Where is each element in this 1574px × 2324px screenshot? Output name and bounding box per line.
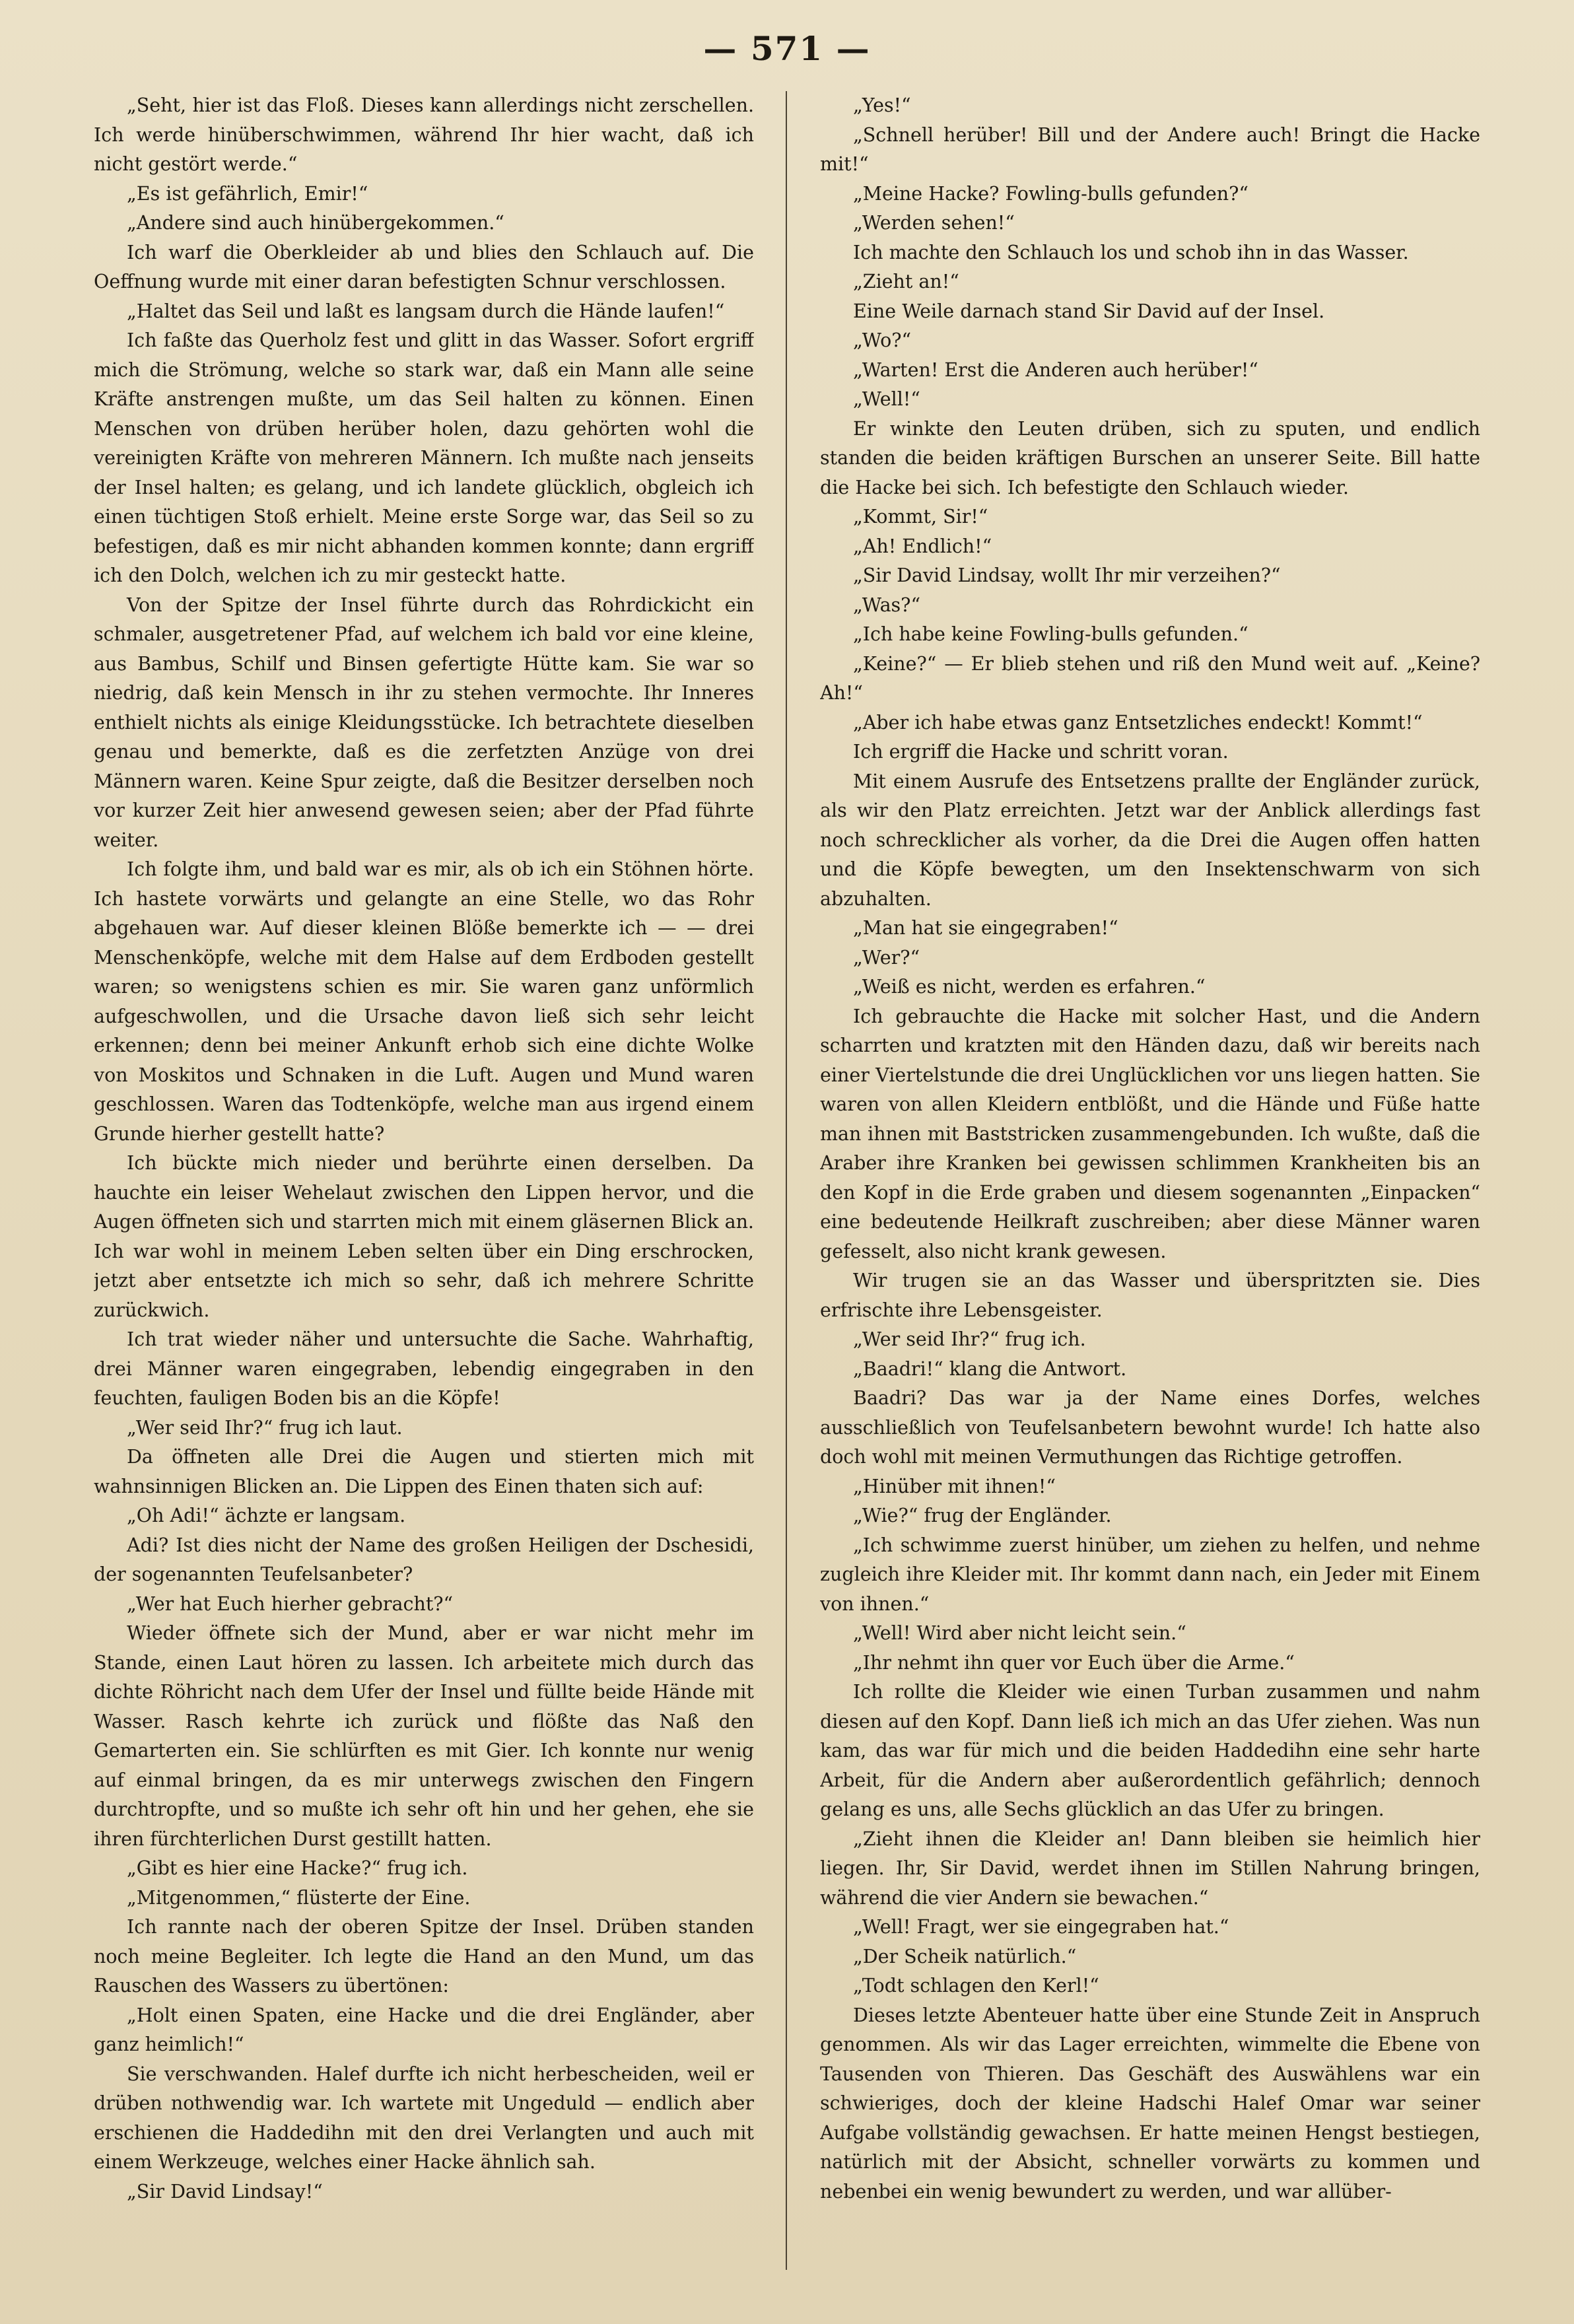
paragraph: „Baadri!“ klang die Antwort. [853, 1357, 1127, 1380]
paragraph: „Ihr nehmt ihn quer vor Euch über die Arme.“ [853, 1651, 1295, 1674]
paragraph: Ich rollte die Kleider wie einen Turban zusammen und nahm diesen auf den Kopf. Dann ließ ich mich an das Ufer ziehen. Was nun kam, das war für mich und die beiden Haddedihn eine sehr harte Arbeit, für die Andern aber außerordentlich gefährlich; dennoch gelang es uns, alle Sechs glücklich an das Ufer zu bringen. [820, 1681, 1480, 1820]
paragraph: „Well!“ [853, 388, 920, 410]
paragraph: „Haltet das Seil und laßt es langsam durch die Hände laufen!“ [127, 300, 725, 322]
paragraph: „Werden sehen!“ [853, 212, 1015, 234]
paragraph: „Warten! Erst die Anderen auch herüber!“ [853, 359, 1258, 381]
paragraph: „Seht, hier ist das Floß. Dieses kann allerdings nicht zerschellen. Ich werde hinüberschwimmen, während Ihr hier wacht, daß ich nicht gestört werde.“ [94, 94, 754, 175]
paragraph: „Schnell herüber! Bill und der Andere auch! Bringt die Hacke mit!“ [820, 123, 1480, 175]
paragraph: „Gibt es hier eine Hacke?“ frug ich. [127, 1857, 468, 1879]
paragraph: „Hinüber mit ihnen!“ [853, 1475, 1056, 1497]
paragraph: „Ich schwimme zuerst hinüber, um ziehen zu helfen, und nehme zugleich ihre Kleider mit. Ihr kommt dann nach, ein Jeder mit Einem von ihnen.“ [820, 1534, 1480, 1615]
paragraph: „Meine Hacke? Fowling-bulls gefunden?“ [853, 182, 1249, 205]
paragraph: Da öffneten alle Drei die Augen und stierten mich mit wahnsinnigen Blicken an. Die Lippen des Einen thaten sich auf: [94, 1446, 754, 1497]
paragraph: „Sir David Lindsay, wollt Ihr mir verzeihen?“ [853, 564, 1281, 586]
paragraph: „Wer seid Ihr?“ frug ich. [853, 1328, 1086, 1350]
paragraph: Sie verschwanden. Halef durfte ich nicht herbescheiden, weil er drüben nothwendig war. Ich wartete mit Ungeduld — endlich aber erschienen die Haddedihn mit den drei Verlangten und auch mit einem Werkzeuge, welches einer Hacke ähnlich sah. [94, 2063, 754, 2173]
paragraph: „Sir David Lindsay!“ [127, 2180, 323, 2203]
paragraph: Ich machte den Schlauch los und schob ihn in das Wasser. [853, 241, 1409, 263]
paragraph: „Todt schlagen den Kerl!“ [853, 1975, 1099, 1997]
paragraph: Er winkte den Leuten drüben, sich zu sputen, und endlich standen die beiden kräftigen Burschen an unserer Seite. Bill hatte die Hacke bei sich. Ich befestigte den Schlauch wieder. [820, 417, 1480, 498]
paragraph: „Ich habe keine Fowling-bulls gefunden.“ [853, 623, 1249, 645]
paragraph: Baadri? Das war ja der Name eines Dorfes, welches ausschließlich von Teufelsanbetern bewohnt wurde! Ich hatte also doch wohl mit meinen Vermuthungen das Richtige getroffen. [820, 1387, 1480, 1468]
paragraph: „Wie?“ frug der Engländer. [853, 1505, 1112, 1526]
paragraph: Von der Spitze der Insel führte durch das Rohrdickicht ein schmaler, ausgetretener Pfad, auf welchem ich bald vor eine kleine, aus Bambus, Schilf und Binsen gefertigte Hütte kam. Sie war so niedrig, daß kein Mensch in ihr zu stehen vermochte. Ihr Inneres enthielt nichts als einige Kleidungsstücke. Ich betrachtete dieselben genau und bemerkte, daß es die zerfetzten Anzüge von drei Männern waren. Keine Spur zeigte, daß die Besitzer derselben noch vor kurzer Zeit hier anwesend gewesen seien; aber der Pfad führte weiter. [94, 594, 754, 851]
paragraph: „Andere sind auch hinübergekommen.“ [127, 212, 504, 234]
paragraph: „Ah! Endlich!“ [853, 535, 992, 557]
left-column [94, 91, 754, 2270]
paragraph: „Der Scheik natürlich.“ [853, 1945, 1077, 1967]
paragraph: Wieder öffnete sich der Mund, aber er war nicht mehr im Stande, einen Laut hören zu lassen. Ich arbeitete mich durch das dichte Röhricht nach dem Ufer der Insel und füllte beide Hände mit Wasser. Rasch kehrte ich zurück und flößte das Naß den Gemarterten ein. Sie schlürften es mit Gier. Ich konnte nur wenig auf einmal bringen, da es mir unterwegs zwischen den Fingern durchtropfte, und so mußte ich sehr oft hin und her gehen, ehe sie ihren fürchterlichen Durst gestillt hatten. [94, 1622, 754, 1850]
paragraph: „Wer seid Ihr?“ frug ich laut. [127, 1416, 403, 1439]
paragraph: Ich faßte das Querholz fest und glitt in das Wasser. Sofort ergriff mich die Strömung, welche so stark war, daß ein Mann alle seine Kräfte anstrengen mußte, um das Seil halten zu können. Einen Menschen von drüben herüber holen, dazu gehörten wohl die vereinigten Kräfte von mehreren Männern. Ich mußte nach jenseits der Insel halten; es gelang, und ich landete glücklich, obgleich ich einen tüchtigen Stoß erhielt. Meine erste Sorge war, das Seil so zu befestigen, daß es mir nicht abhanden kommen konnte; dann ergriff ich den Dolch, welchen ich zu mir gesteckt hatte. [94, 329, 754, 586]
paragraph: Dieses letzte Abenteuer hatte über eine Stunde Zeit in Anspruch genommen. Als wir das Lager erreichten, wimmelte die Ebene von Tausenden von Thieren. Das Geschäft des Auswählens war ein schwieriges, doch der kleine Hadschi Halef Omar war seiner Aufgabe vollständig gewachsen. Er hatte meinen Hengst bestiegen, natürlich mit der Absicht, schneller vorwärts zu kommen und nebenbei ein wenig bewundert zu werden, und war allüber- [820, 2004, 1480, 2203]
right-column [820, 91, 1480, 2270]
paragraph: Ich gebrauchte die Hacke mit solcher Hast, und die Andern scharrten und kratzten mit den Händen dazu, daß wir bereits nach einer Viertelstunde die drei Unglücklichen vor uns liegen hatten. Sie waren von allen Kleidern entblößt, und die Hände und Füße hatte man ihnen mit Baststricken zusammengebunden. Ich wußte, daß die Araber ihre Kranken bei gewissen schlimmen Krankheiten bis an den Kopf in die Erde graben und diesem sogenannten „Einpacken“ eine bedeutende Heilkraft zuschreiben; aber diese Männer waren gefesselt, also nicht krank gewesen. [820, 1005, 1480, 1262]
paragraph: Ich rannte nach der oberen Spitze der Insel. Drüben standen noch meine Begleiter. Ich legte die Hand an den Mund, um das Rauschen des Wassers zu übertönen: [94, 1916, 754, 1997]
paragraph: „Wer hat Euch hierher gebracht?“ [127, 1592, 454, 1615]
paragraph: Mit einem Ausrufe des Entsetzens prallte der Engländer zurück, als wir den Platz erreichten. Jetzt war der Anblick allerdings fast noch schrecklicher als vorher, da die Drei die Augen offen hatten und die Köpfe bewegten, um den Insektenschwarm von sich abzuhalten. [820, 770, 1480, 910]
paragraph: „Was?“ [853, 594, 921, 616]
text-columns [94, 91, 1480, 2270]
paragraph: Ich ergriff die Hacke und schritt voran. [853, 741, 1229, 763]
paragraph: „Es ist gefährlich, Emir!“ [127, 182, 368, 205]
paragraph: „Oh Adi!“ ächzte er langsam. [127, 1505, 406, 1526]
paragraph: „Well! Fragt, wer sie eingegraben hat.“ [853, 1916, 1229, 1938]
paragraph: „Aber ich habe etwas ganz Entsetzliches endeckt! Kommt!“ [853, 711, 1423, 734]
paragraph: „Weiß es nicht, werden es erfahren.“ [853, 976, 1206, 998]
paragraph: „Yes!“ [853, 94, 911, 116]
paragraph: Adi? Ist dies nicht der Name des großen Heiligen der Dschesidi, der sogenannten Teufelsanbeter? [94, 1534, 754, 1585]
paragraph: „Wo?“ [853, 329, 912, 351]
page-number: — 571 — [703, 29, 871, 68]
paragraph: „Kommt, Sir!“ [853, 506, 988, 528]
paragraph: Ich trat wieder näher und untersuchte die Sache. Wahrhaftig, drei Männer waren eingegraben, lebendig eingegraben in den feuchten, fauligen Boden bis an die Köpfe! [94, 1328, 754, 1409]
paragraph: Eine Weile darnach stand Sir David auf der Insel. [853, 300, 1325, 322]
paragraph: Ich warf die Oberkleider ab und blies den Schlauch auf. Die Oeffnung wurde mit einer daran befestigten Schnur verschlossen. [94, 241, 754, 292]
paragraph: Wir trugen sie an das Wasser und überspritzten sie. Dies erfrischte ihre Lebensgeister. [820, 1270, 1480, 1321]
paragraph: „Holt einen Spaten, eine Hacke und die drei Engländer, aber ganz heimlich!“ [94, 2004, 754, 2055]
paragraph: „Keine?“ — Er blieb stehen und riß den Mund weit auf. „Keine? Ah!“ [820, 652, 1480, 704]
paragraph: „Mitgenommen,“ flüsterte der Eine. [127, 1886, 471, 1909]
paragraph: „Well! Wird aber nicht leicht sein.“ [853, 1622, 1186, 1644]
paragraph: Ich folgte ihm, und bald war es mir, als ob ich ein Stöhnen hörte. Ich hastete vorwärts und gelangte an eine Stelle, wo das Rohr abgehauen war. Auf dieser kleinen Blöße bemerkte ich — — drei Menschenköpfe, welche mit dem Halse auf dem Erdboden gestellt waren; so wenigstens schien es mir. Sie waren ganz unförmlich aufgeschwollen, und die Ursache davon ließ sich sehr leicht erkennen; denn bei meiner Ankunft erhob sich eine dichte Wolke von Moskitos und Schnaken in die Luft. Augen und Mund waren geschlossen. Waren das Todtenköpfe, welche man aus irgend einem Grunde hierher gestellt hatte? [94, 858, 754, 1145]
paragraph: „Zieht ihnen die Kleider an! Dann bleiben sie heimlich hier liegen. Ihr, Sir David, werdet ihnen im Stillen Nahrung bringen, während die vier Andern sie bewachen.“ [820, 1828, 1480, 1909]
paragraph: Ich bückte mich nieder und berührte einen derselben. Da hauchte ein leiser Wehelaut zwischen den Lippen hervor, und die Augen öffneten sich und starrten mich mit einem gläsernen Blick an. Ich war wohl in meinem Leben selten über ein Ding erschrocken, jetzt aber entsetzte ich mich so sehr, daß ich mehrere Schritte zurückwich. [94, 1152, 754, 1321]
paragraph: „Man hat sie eingegraben!“ [853, 917, 1118, 939]
paragraph: „Zieht an!“ [853, 271, 959, 292]
paragraph: „Wer?“ [853, 946, 920, 969]
